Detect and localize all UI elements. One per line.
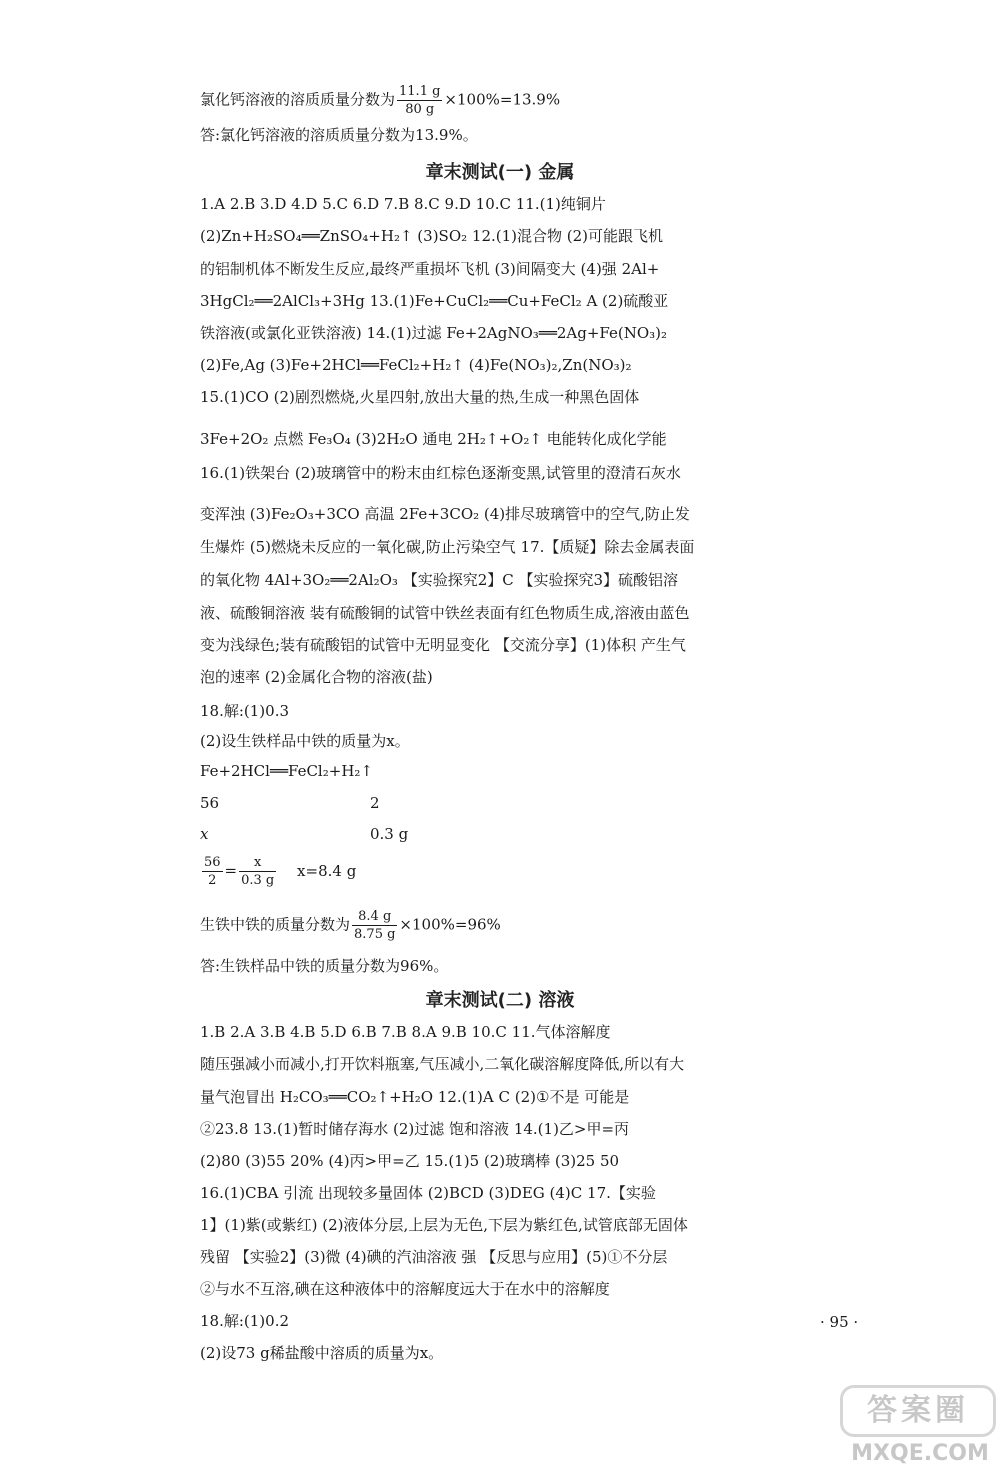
text: 生铁中铁的质量分数为	[200, 915, 351, 934]
ratio-left: x	[200, 825, 209, 843]
text-line: (2)设73 g稀盐酸中溶质的质量为x。	[200, 1344, 444, 1362]
fraction	[239, 854, 276, 889]
text-line: (2)设生铁样品中铁的质量为x。	[200, 732, 410, 750]
text: ×100%=13.9%	[444, 90, 561, 109]
watermark-url: MXQE.COM	[851, 1441, 989, 1466]
text-line: 3Fe+2O₂ 点燃 Fe₃O₄ (3)2H₂O 通电 2H₂↑+O₂↑ 电能转化成化学能	[200, 430, 667, 448]
answer-line: 答:氯化钙溶液的溶质质量分数为13.9%。	[200, 126, 478, 144]
text-line: 变浑浊 (3)Fe₂O₃+3CO 高温 2Fe+3CO₂ (4)排尽玻璃管中的空气,防止发	[200, 505, 690, 523]
text-line: 液、硫酸铜溶液 装有硫酸铜的试管中铁丝表面有红色物质生成,溶液由蓝色	[200, 604, 690, 622]
text-line: 残留 【实验2】(3)微 (4)碘的汽油溶液 强 【反思与应用】(5)①不分层	[200, 1248, 668, 1266]
fraction-num: 56	[204, 855, 221, 870]
text: ×100%=96%	[399, 915, 501, 934]
text-line: 18.解:(1)0.3	[200, 702, 290, 720]
ratio-right: 0.3 g	[370, 825, 409, 843]
equation-line: Fe+2HCl══FeCl₂+H₂↑	[200, 762, 373, 780]
ratio-left: 56	[200, 794, 220, 812]
calc-line-iron	[200, 908, 501, 943]
fraction-den: 8.75 g	[354, 927, 396, 942]
answer-line: 答:生铁样品中铁的质量分数为96%。	[200, 957, 449, 975]
text-line: 15.(1)CO (2)剧烈燃烧,火星四射,放出大量的热,生成一种黑色固体	[200, 388, 640, 406]
fraction-num: x	[239, 854, 276, 872]
text-line: 1.B 2.A 3.B 4.B 5.D 6.B 7.B 8.A 9.B 10.C 11.气体溶解度	[200, 1023, 611, 1041]
section-title-1: 章末测试(一) 金属	[425, 162, 575, 183]
watermark-logo	[840, 1385, 1000, 1471]
proportion-line: $\frac{56}{2}$ = $\frac{x}{0.3 g}$ x=8.4 g	[204, 855, 357, 888]
text-line: 泡的速率 (2)金属化合物的溶液(盐)	[200, 668, 433, 686]
text: 氯化钙溶液的溶质质量分数为	[200, 90, 396, 109]
result: x=8.4 g	[297, 861, 357, 880]
fraction-den: 0.3 g	[241, 873, 275, 888]
section-title-2: 章末测试(二) 溶液	[425, 990, 575, 1011]
fraction-num: 11.1 g	[399, 84, 441, 99]
text-line: 18.解:(1)0.2	[200, 1312, 290, 1330]
text-line: 1.A 2.B 3.D 4.D 5.C 6.D 7.B 8.C 9.D 10.C 11.(1)纯铜片	[200, 195, 606, 213]
text-line: 16.(1)铁架台 (2)玻璃管中的粉末由红棕色逐渐变黑,试管里的澄清石灰水	[200, 464, 681, 482]
text-line: 随压强减小而减小,打开饮料瓶塞,气压减小,二氧化碳溶解度降低,所以有大	[200, 1055, 685, 1073]
fraction-den: 80 g	[405, 102, 435, 117]
fraction-den: 2	[208, 873, 217, 888]
text-line: (2)Fe,Ag (3)Fe+2HCl══FeCl₂+H₂↑ (4)Fe(NO₃)₂,Zn(NO₃)₂	[200, 356, 632, 374]
text-line: 的铝制机体不断发生反应,最终严重损坏飞机 (3)间隔变大 (4)强 2Al+	[200, 260, 660, 278]
text-line: 变为浅绿色;装有硫酸铝的试管中无明显变化 【交流分享】(1)体积 产生气	[200, 636, 686, 654]
text-line: 生爆炸 (5)燃烧未反应的一氧化碳,防止污染空气 17.【质疑】除去金属表面	[200, 538, 695, 556]
text-line: 量气泡冒出 H₂CO₃══CO₂↑+H₂O 12.(1)A C (2)①不是 可能是	[200, 1088, 630, 1106]
watermark-text: 答案圈	[840, 1385, 996, 1437]
text-line: ②23.8 13.(1)暂时储存海水 (2)过滤 饱和溶液 14.(1)乙>甲=丙	[200, 1120, 630, 1138]
fraction	[202, 854, 223, 889]
text-line: 1】(1)紫(或紫红) (2)液体分层,上层为无色,下层为紫红色,试管底部无固体	[200, 1216, 688, 1234]
fraction	[397, 83, 442, 118]
text-line: (2)Zn+H₂SO₄══ZnSO₄+H₂↑ (3)SO₂ 12.(1)混合物 (2)可能跟飞机	[200, 227, 664, 245]
calc-line-calcium-chloride	[200, 83, 560, 118]
fraction-num: 8.4 g	[352, 908, 397, 926]
text-line: 16.(1)CBA 引流 出现较多量固体 (2)BCD (3)DEG (4)C 17.【实验	[200, 1184, 656, 1202]
text-line: 的氧化物 4Al+3O₂══2Al₂O₃ 【实验探究2】C 【实验探究3】硫酸铝溶	[200, 571, 679, 589]
page-number: · 95 ·	[820, 1313, 859, 1331]
text-line: (2)80 (3)55 20% (4)丙>甲=乙 15.(1)5 (2)玻璃棒 (3)25 50	[200, 1152, 620, 1170]
fraction	[352, 908, 397, 943]
text-line: 铁溶液(或氯化亚铁溶液) 14.(1)过滤 Fe+2AgNO₃══2Ag+Fe(NO₃)₂	[200, 324, 668, 342]
ratio-right: 2	[370, 794, 380, 812]
text-line: 3HgCl₂══2AlCl₃+3Hg 13.(1)Fe+CuCl₂══Cu+FeCl₂ A (2)硫酸亚	[200, 292, 669, 310]
text-line: ②与水不互溶,碘在这种液体中的溶解度远大于在水中的溶解度	[200, 1280, 610, 1298]
